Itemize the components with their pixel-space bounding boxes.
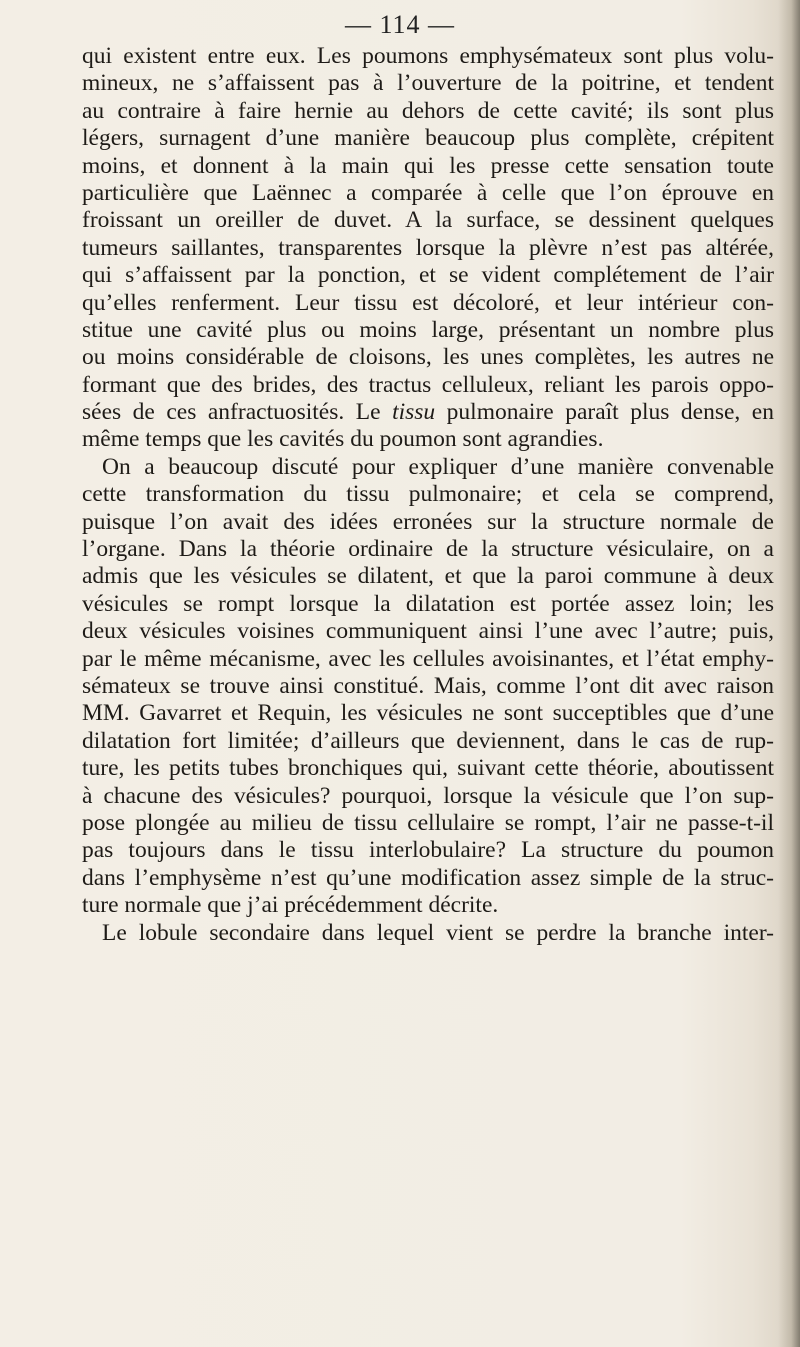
text-line: dans l’emphysème n’est qu’une modification assez simple de la struc- — [82, 864, 774, 891]
text-line: à chacune des vésicules? pourquoi, lorsque la vésicule que l’on sup- — [82, 782, 774, 809]
text-line: même temps que les cavités du poumon sont agrandies. — [82, 426, 604, 453]
text-line: mineux, ne s’affaissent pas à l’ouverture de la poitrine, et tendent — [82, 70, 774, 97]
text-line: qui existent entre eux. Les poumons emphysémateux sont plus volu- — [82, 43, 774, 69]
running-head-page-number: — 114 — — [344, 10, 456, 39]
text-line: ture, les petits tubes bronchiques qui, suivant cette théorie, aboutissent — [82, 755, 774, 782]
text-line: l’organe. Dans la théorie ordinaire de la structure vésiculaire, on a — [82, 536, 774, 563]
text-line: vésicules se rompt lorsque la dilatation est portée assez loin; les — [82, 590, 774, 617]
text-segment: pulmonaire paraît plus dense, en — [435, 399, 774, 426]
text-line: par le même mécanisme, avec les cellules avoisinantes, et l’état emphy- — [82, 645, 774, 672]
text-line: ture normale que j’ai précédemment décrite. — [82, 892, 499, 919]
text-line: qui s’affaissent par la ponction, et se vident complétement de l’air — [82, 262, 774, 289]
text-line: ou moins considérable de cloisons, les unes complètes, les autres ne — [82, 344, 774, 371]
text-line: pose plongée au milieu de tissu cellulaire se rompt, l’air ne passe-t-il — [82, 809, 774, 836]
text-line: froissant un oreiller de duvet. A la surface, se dessinent quelques — [82, 207, 774, 234]
page-edge-shadow — [778, 0, 800, 1347]
text-line — [82, 399, 774, 426]
italic-word: tissu — [392, 399, 436, 426]
text-line: On a beaucoup discuté pour expliquer d’une manière convenable — [102, 453, 774, 480]
text-line: sémateux se trouve ainsi constitué. Mais, comme l’ont dit avec raison — [82, 672, 774, 699]
text-line: légers, surnagent d’une manière beaucoup plus complète, crépitent — [82, 125, 774, 152]
text-line: MM. Gavarret et Requin, les vésicules ne sont succeptibles que d’une — [82, 700, 774, 727]
text-segment: sées de ces anfractuosités. Le — [82, 399, 393, 426]
text-line: au contraire à faire hernie au dehors de cette cavité; ils sont plus — [82, 97, 774, 124]
text-line: admis que les vésicules se dilatent, et que la paroi commune à deux — [82, 563, 774, 590]
text-line: dilatation fort limitée; d’ailleurs que deviennent, dans le cas de rup- — [82, 727, 774, 754]
text-line: qu’elles renferment. Leur tissu est décoloré, et leur intérieur con- — [82, 289, 774, 316]
text-line: puisque l’on avait des idées erronées sur la structure normale de — [82, 508, 774, 535]
text-line: stitue une cavité plus ou moins large, présentant un nombre plus — [82, 316, 774, 343]
text-line: tumeurs saillantes, transparentes lorsque la plèvre n’est pas altérée, — [82, 234, 774, 261]
text-line: moins, et donnent à la main qui les presse cette sensation toute — [82, 152, 774, 179]
text-line: particulière que Laënnec a comparée à celle que l’on éprouve en — [82, 179, 774, 206]
text-line: cette transformation du tissu pulmonaire; et cela se comprend, — [82, 481, 774, 508]
text-line: deux vésicules voisines communiquent ainsi l’une avec l’autre; puis, — [82, 618, 774, 645]
text-line: formant que des brides, des tractus celluleux, reliant les parois oppo- — [82, 371, 774, 398]
body-text — [82, 43, 774, 947]
text-line: pas toujours dans le tissu interlobulaire? La structure du poumon — [82, 837, 774, 864]
text-line: Le lobule secondaire dans lequel vient se perdre la branche inter- — [102, 919, 774, 946]
